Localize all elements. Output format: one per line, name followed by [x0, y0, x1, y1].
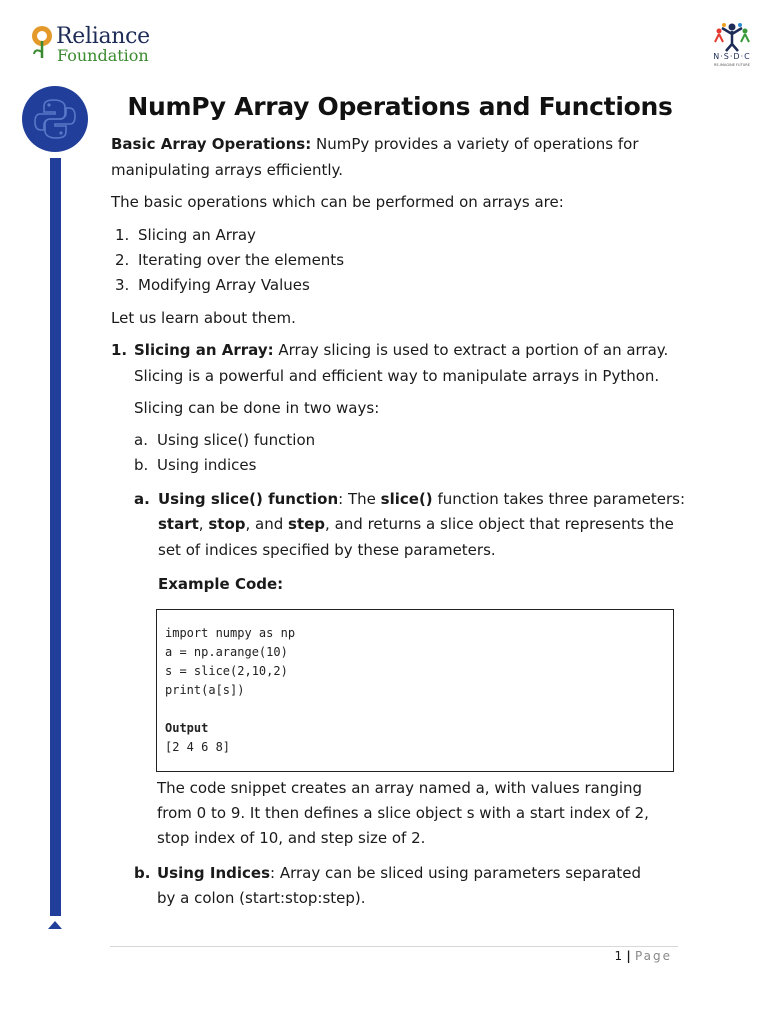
reliance-flame-icon — [30, 24, 54, 64]
sub-a-slice-bold: slice() — [380, 490, 433, 508]
code-line: s = slice(2,10,2) — [165, 664, 288, 678]
list-item-text: Modifying Array Values — [138, 276, 310, 294]
explain-line3: stop index of 10, and step size of 2. — [157, 829, 426, 847]
sub-b-bold: Using Indices — [157, 864, 271, 882]
param-step: step — [288, 515, 326, 533]
basic-ops-text: The basic operations which can be performed on arrays are: — [111, 193, 564, 211]
code-line: print(a[s]) — [165, 683, 245, 697]
page-word: Page — [634, 949, 672, 963]
example-code-label: Example Code: — [158, 575, 284, 593]
sub-a-bold: Using slice() function — [158, 490, 339, 508]
side-decor-bar — [50, 158, 61, 916]
sub-a-t3: , — [198, 515, 209, 533]
code-output-label: Output — [165, 721, 209, 735]
list-item-number: 3. — [115, 276, 130, 294]
section1-line2: Slicing is a powerful and efficient way to manipulate arrays in Python. — [134, 367, 660, 385]
sub-a-line1 — [158, 487, 685, 512]
explain-line1: The code snippet creates an array named a, with values ranging — [157, 779, 643, 797]
explain-line2: from 0 to 9. It then defines a slice object s with a start index of 2, — [157, 804, 649, 822]
list-item-text: Using slice() function — [157, 431, 316, 449]
code-block — [156, 609, 674, 772]
list-item-number: 1. — [115, 226, 130, 244]
sub-a-line3: set of indices specified by these parameters. — [158, 541, 496, 559]
code-line: import numpy as np — [165, 626, 296, 640]
intro-paragraph — [111, 132, 639, 157]
code-output-value: [2 4 6 8] — [165, 740, 231, 754]
footer-separator: | — [622, 949, 635, 963]
nsdc-letters: N·S·D·C — [713, 52, 751, 61]
nsdc-logo — [702, 22, 762, 74]
intro-line2: manipulating arrays efficiently. — [111, 161, 344, 179]
org-sub: Foundation — [57, 46, 149, 65]
learn-text: Let us learn about them. — [111, 309, 296, 327]
sub-b-label: b. — [134, 864, 151, 882]
section1-bold: Slicing an Array: — [134, 341, 274, 359]
page-number: 1 — [614, 949, 623, 963]
sub-a-t1: : The — [338, 490, 381, 508]
list-item-label: b. — [134, 456, 149, 474]
list-item-text: Iterating over the elements — [138, 251, 345, 269]
intro-lead-rest: NumPy provides a variety of operations for — [311, 135, 639, 153]
org-name: Reliance — [56, 24, 150, 49]
sub-b-line1 — [157, 861, 641, 886]
python-logo-icon — [32, 96, 78, 142]
list-item-text: Using indices — [157, 456, 257, 474]
sub-a-t5: , and returns a slice object that represents the — [325, 515, 674, 533]
side-decor-arrow — [48, 921, 62, 929]
list-item-label: a. — [134, 431, 148, 449]
param-start: start — [158, 515, 199, 533]
section1-rest: Array slicing is used to extract a portion of an array. — [273, 341, 669, 359]
intro-lead-bold: Basic Array Operations: — [111, 135, 312, 153]
code-line: a = np.arange(10) — [165, 645, 288, 659]
python-logo-badge — [22, 86, 88, 152]
sub-a-t2: function takes three parameters: — [432, 490, 686, 508]
nsdc-tagline: RE-IMAGINE FUTURE — [714, 63, 750, 67]
sub-b-rest: : Array can be sliced using parameters separated — [270, 864, 641, 882]
sub-b-line2: by a colon (start:stop:step). — [157, 889, 366, 907]
list-item-number: 2. — [115, 251, 130, 269]
page-title: NumPy Array Operations and Functions — [127, 92, 673, 121]
section1-number: 1. — [111, 341, 128, 359]
reliance-foundation-logo — [28, 22, 158, 68]
sub-a-line2 — [158, 512, 674, 537]
nsdc-figure-icon — [702, 22, 762, 52]
list-item-text: Slicing an Array — [138, 226, 256, 244]
section1-ways-text: Slicing can be done in two ways: — [134, 399, 380, 417]
sub-a-label: a. — [134, 490, 150, 508]
sub-a-t4: , and — [245, 515, 289, 533]
param-stop: stop — [208, 515, 246, 533]
page-footer — [560, 947, 672, 965]
section1-heading — [134, 338, 668, 363]
